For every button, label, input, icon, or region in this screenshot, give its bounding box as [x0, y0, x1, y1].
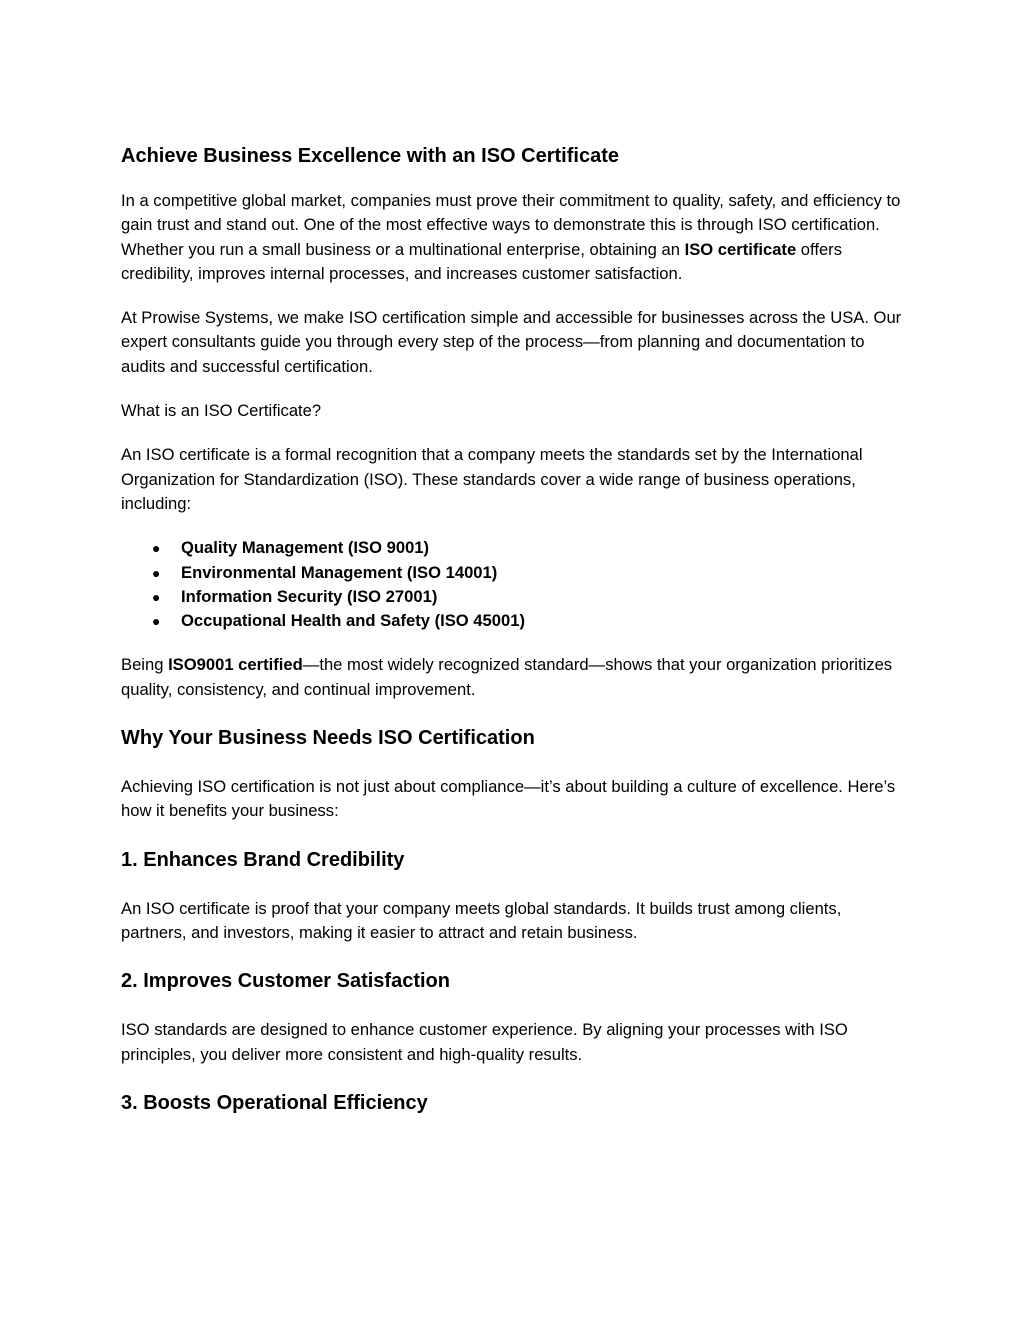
- why-heading: Why Your Business Needs ISO Certification: [121, 727, 535, 750]
- iso9001-text-end: —the most widely recognized standard—shows that your organization prioritizes quality, consistency, and continual improvement.: [121, 655, 893, 699]
- what-is-heading: What is an ISO Certificate?: [121, 401, 322, 421]
- bullet-icon: ●: [152, 588, 161, 605]
- standard-label: Occupational Health and Safety (ISO 45001): [181, 611, 525, 631]
- iso9001-text-start: Being: [121, 655, 169, 675]
- prowise-paragraph: At Prowise Systems, we make ISO certification simple and accessible for businesses across the USA. Our expert consultants guide you through every step of the process—from planning and documentation to audits and successful certification.: [121, 308, 902, 376]
- bullet-icon: ●: [152, 564, 161, 581]
- what-is-paragraph: An ISO certificate is a formal recognition that a company meets the standards set by the International Organization for Standardization (ISO). These standards cover a wide range of business operations, including:: [121, 445, 863, 513]
- standard-label: Quality Management (ISO 9001): [181, 538, 430, 558]
- list-item: [121, 561, 911, 585]
- iso9001-certified-text: ISO9001 certified: [168, 655, 303, 675]
- iso-certificate-link-text: ISO certificate: [684, 239, 797, 259]
- benefit-text-1: An ISO certificate is proof that your company meets global standards. It builds trust among clients, partners, and investors, making it easier to attract and retain business.: [121, 898, 842, 942]
- list-item: [121, 585, 911, 609]
- standard-label: Environmental Management (ISO 14001): [181, 562, 498, 582]
- why-paragraph: Achieving ISO certification is not just about compliance—it’s about building a culture of excellence. Here’s how it benefits your business:: [121, 777, 896, 821]
- bullet-icon: ●: [152, 613, 161, 630]
- bullet-icon: ●: [152, 540, 161, 557]
- standard-label: Information Security (ISO 27001): [181, 586, 438, 606]
- intro-text-end: offers credibility, improves internal processes, and increases customer satisfaction.: [121, 239, 842, 283]
- benefit-text-2: ISO standards are designed to enhance customer experience. By aligning your processes with ISO principles, you deliver more consistent and high-quality results.: [121, 1020, 848, 1064]
- list-item: [121, 609, 911, 633]
- iso9001-paragraph: [121, 653, 911, 702]
- standards-list: [121, 536, 911, 633]
- intro-paragraph: [121, 189, 911, 286]
- document-page: [121, 140, 911, 1119]
- benefit-heading-2: 2. Improves Customer Satisfaction: [121, 970, 450, 993]
- benefit-heading-3: 3. Boosts Operational Efficiency: [121, 1091, 428, 1114]
- list-item: [121, 536, 911, 560]
- document-title: Achieve Business Excellence with an ISO Certificate: [121, 145, 619, 167]
- intro-text-start: In a competitive global market, companies must prove their commitment to quality, safety, and efficiency to gain trust and stand out. One of the most effective ways to demonstrate this is through ISO certification. Whether you run a small business or a multinational enterprise, obtaining an: [121, 191, 901, 259]
- benefit-heading-1: 1. Enhances Brand Credibility: [121, 848, 405, 871]
